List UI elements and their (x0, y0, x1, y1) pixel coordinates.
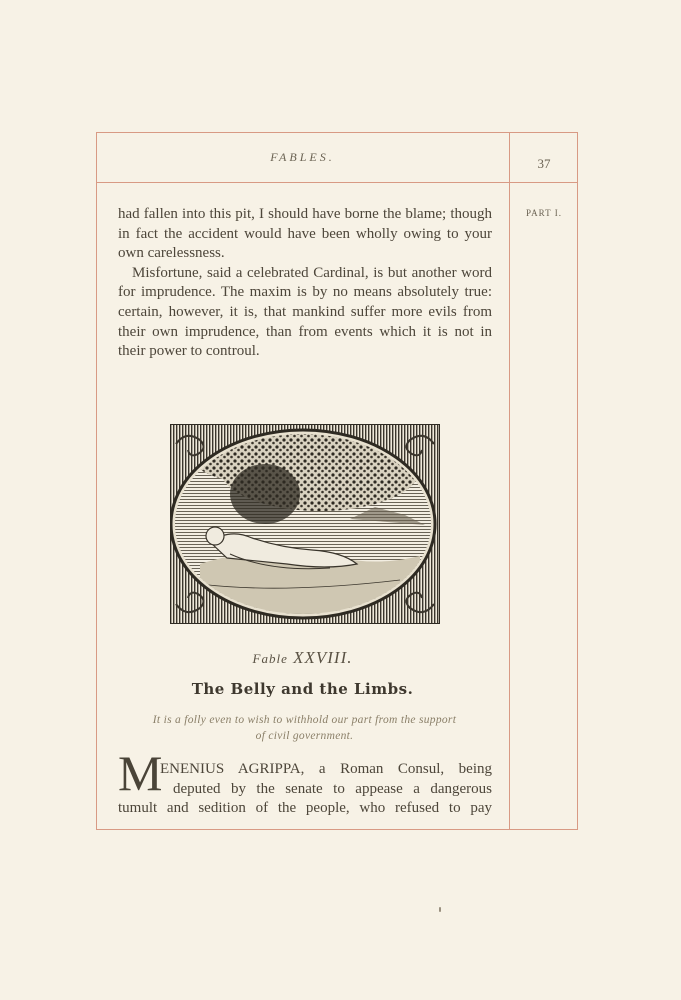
margin-note: PART I. (526, 208, 562, 218)
paragraph-continuation: had fallen into this pit, I should have borne the blame; though in fact the accident would have been wholly owing to your own carelessness. (118, 206, 492, 262)
paper-speck (439, 907, 441, 912)
fable-title (96, 648, 509, 668)
header-rule-margin (510, 182, 578, 183)
fable-opening-text (118, 760, 492, 819)
fable-moral-line-2: of civil government. (255, 730, 354, 742)
body-text (118, 205, 492, 362)
fable-subtitle: The Belly and the Limbs. (191, 680, 414, 698)
fable-moral (112, 712, 497, 744)
fable-title-number: XXVIII. (293, 648, 353, 667)
paragraph-misfortune: Misfortune, said a celebrated Cardinal, is but another word for imprudence. The maxim is by no means absolutely true: certain, however, it is, that mankind suffer more evils from their own imprudence, than from events which it is not in their power to controul. (118, 264, 492, 360)
margin-column-rule (509, 132, 510, 830)
fable-moral-line-1: It is a folly even to wish to withhold our part from the support (152, 714, 457, 726)
fable-engraving-illustration (170, 424, 440, 624)
opening-line-3: tumult and sedition of the people, who refused to pay (118, 800, 492, 817)
running-head: FABLES. (270, 150, 335, 164)
opening-line-2: deputed by the senate to appease a dangerous (173, 780, 492, 797)
opening-line-1: ENENIUS AGRIPPA, a Roman Consul, being (160, 761, 492, 777)
page-number: 37 (537, 156, 551, 171)
drop-cap: M (118, 745, 163, 801)
fable-title-word: Fable (252, 651, 288, 666)
header-rule (96, 182, 509, 183)
